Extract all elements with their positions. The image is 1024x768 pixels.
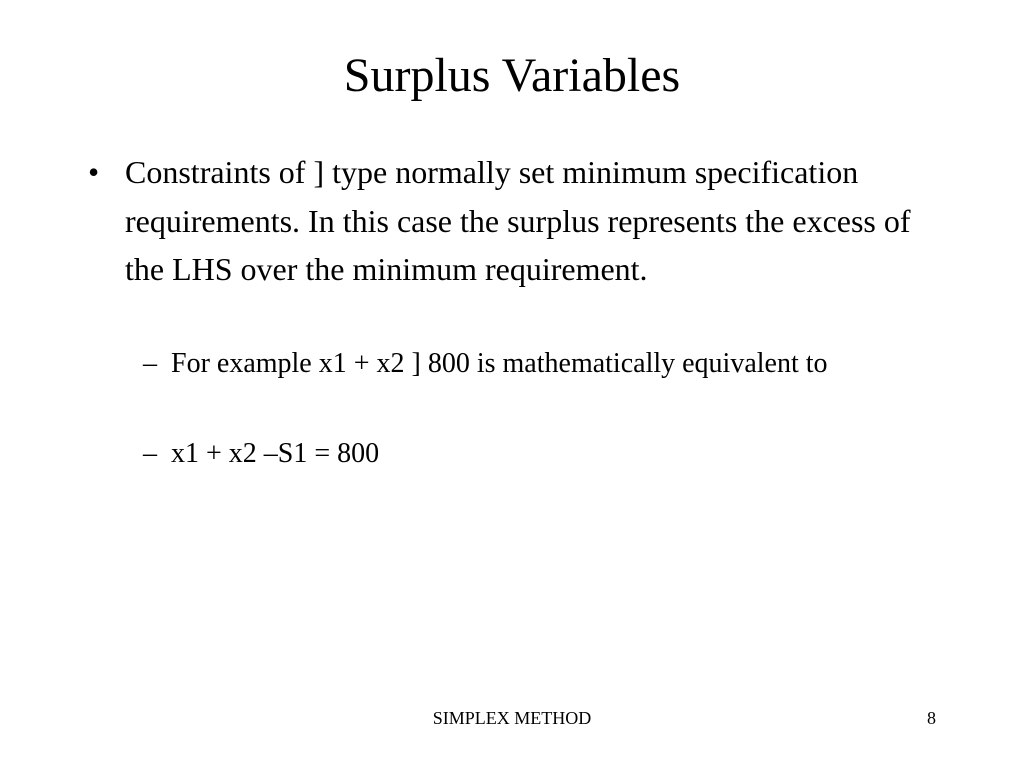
page-number: 8 xyxy=(927,708,936,728)
sub-bullet-marker: – xyxy=(143,348,157,379)
bullet-text: Constraints of ] type normally set minimum specification requirements. In this case the surplus represents the excess of the LHS over the minimum requirement. xyxy=(125,154,911,287)
sub-bullet-item xyxy=(143,434,943,474)
bullet-item xyxy=(88,148,948,294)
sub-bullet-text: For example x1 + x2 ] 800 is mathematically equivalent to xyxy=(171,348,828,379)
sub-bullet-item xyxy=(143,344,943,384)
footer-title: SIMPLEX METHOD xyxy=(432,708,592,728)
sub-bullet-marker: – xyxy=(143,438,157,469)
bullet-marker: • xyxy=(88,154,100,190)
slide-title: Surplus Variables xyxy=(343,49,681,102)
sub-bullet-text: x1 + x2 –S1 = 800 xyxy=(171,438,380,469)
